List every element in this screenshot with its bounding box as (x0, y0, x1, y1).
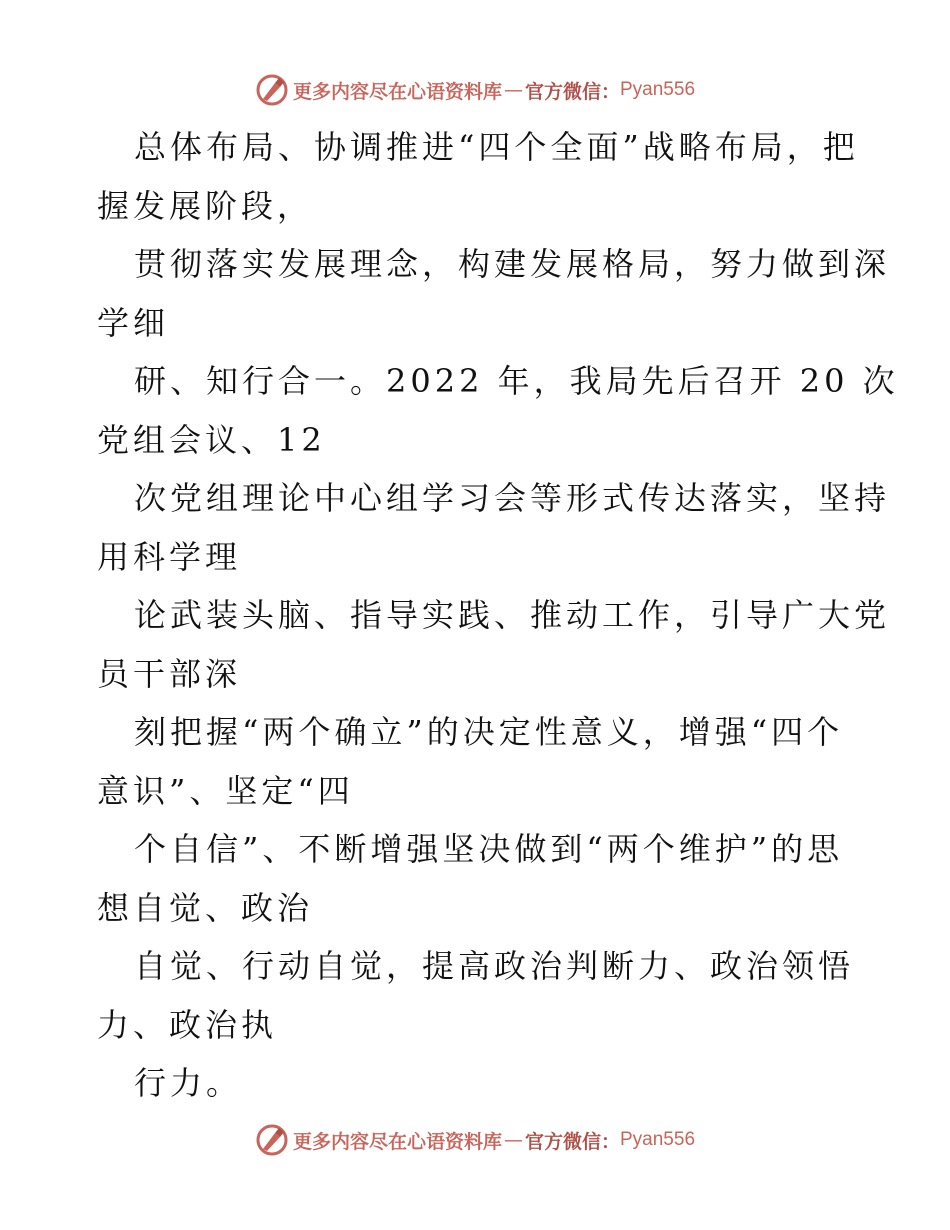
document-body (97, 118, 899, 1113)
watermark-main-text: 更多内容尽在心语资料库 (292, 80, 502, 103)
text-line: 党组会议、12 (97, 420, 326, 459)
watermark-footer (0, 1120, 950, 1160)
text-line: 学细 (97, 303, 170, 342)
text-line: 研、知行合一。2022 年，我局先后召开 20 次 (134, 362, 899, 400)
text-line: 想自觉、政治 (97, 888, 314, 927)
watermark-header (0, 70, 950, 110)
watermark-main-text: 更多内容尽在心语资料库 (292, 1130, 502, 1153)
pen-nib-logo-icon (255, 73, 289, 107)
text-line: 论武装头脑、指导实践、推动工作，引导广大党 (134, 596, 891, 634)
text-line: 行力。 (134, 1064, 243, 1102)
text-line: 力、政治执 (97, 1005, 278, 1044)
text-line: 次党组理论中心组学习会等形式传达落实，坚持 (134, 479, 891, 517)
text-line: 用科学理 (97, 537, 242, 576)
text-line: 意识”、坚定“四 (97, 771, 354, 810)
text-line: 刻把握“两个确立”的决定性意义，增强“四个 (134, 713, 844, 751)
watermark-official-label: 官方微信： (524, 1130, 620, 1153)
text-line: 自觉、行动自觉，提高政治判断力、政治领悟 (134, 947, 855, 985)
text-line: 贯彻落实发展理念，构建发展格局，努力做到深 (134, 245, 891, 283)
watermark-wechat-id: Pyan556 (620, 79, 696, 100)
text-line: 总体布局、协调推进“四个全面”战略布局，把 (134, 128, 859, 166)
pen-nib-logo-icon (255, 1123, 289, 1157)
watermark-dash: — (503, 1129, 523, 1151)
text-line: 握发展阶段， (97, 186, 314, 225)
text-line: 员干部深 (97, 654, 242, 693)
watermark-wechat-id: Pyan556 (620, 1129, 696, 1150)
text-line: 个自信”、不断增强坚决做到“两个维护”的思 (134, 830, 844, 868)
watermark-dash: — (503, 79, 523, 101)
watermark-official-label: 官方微信： (524, 80, 620, 103)
